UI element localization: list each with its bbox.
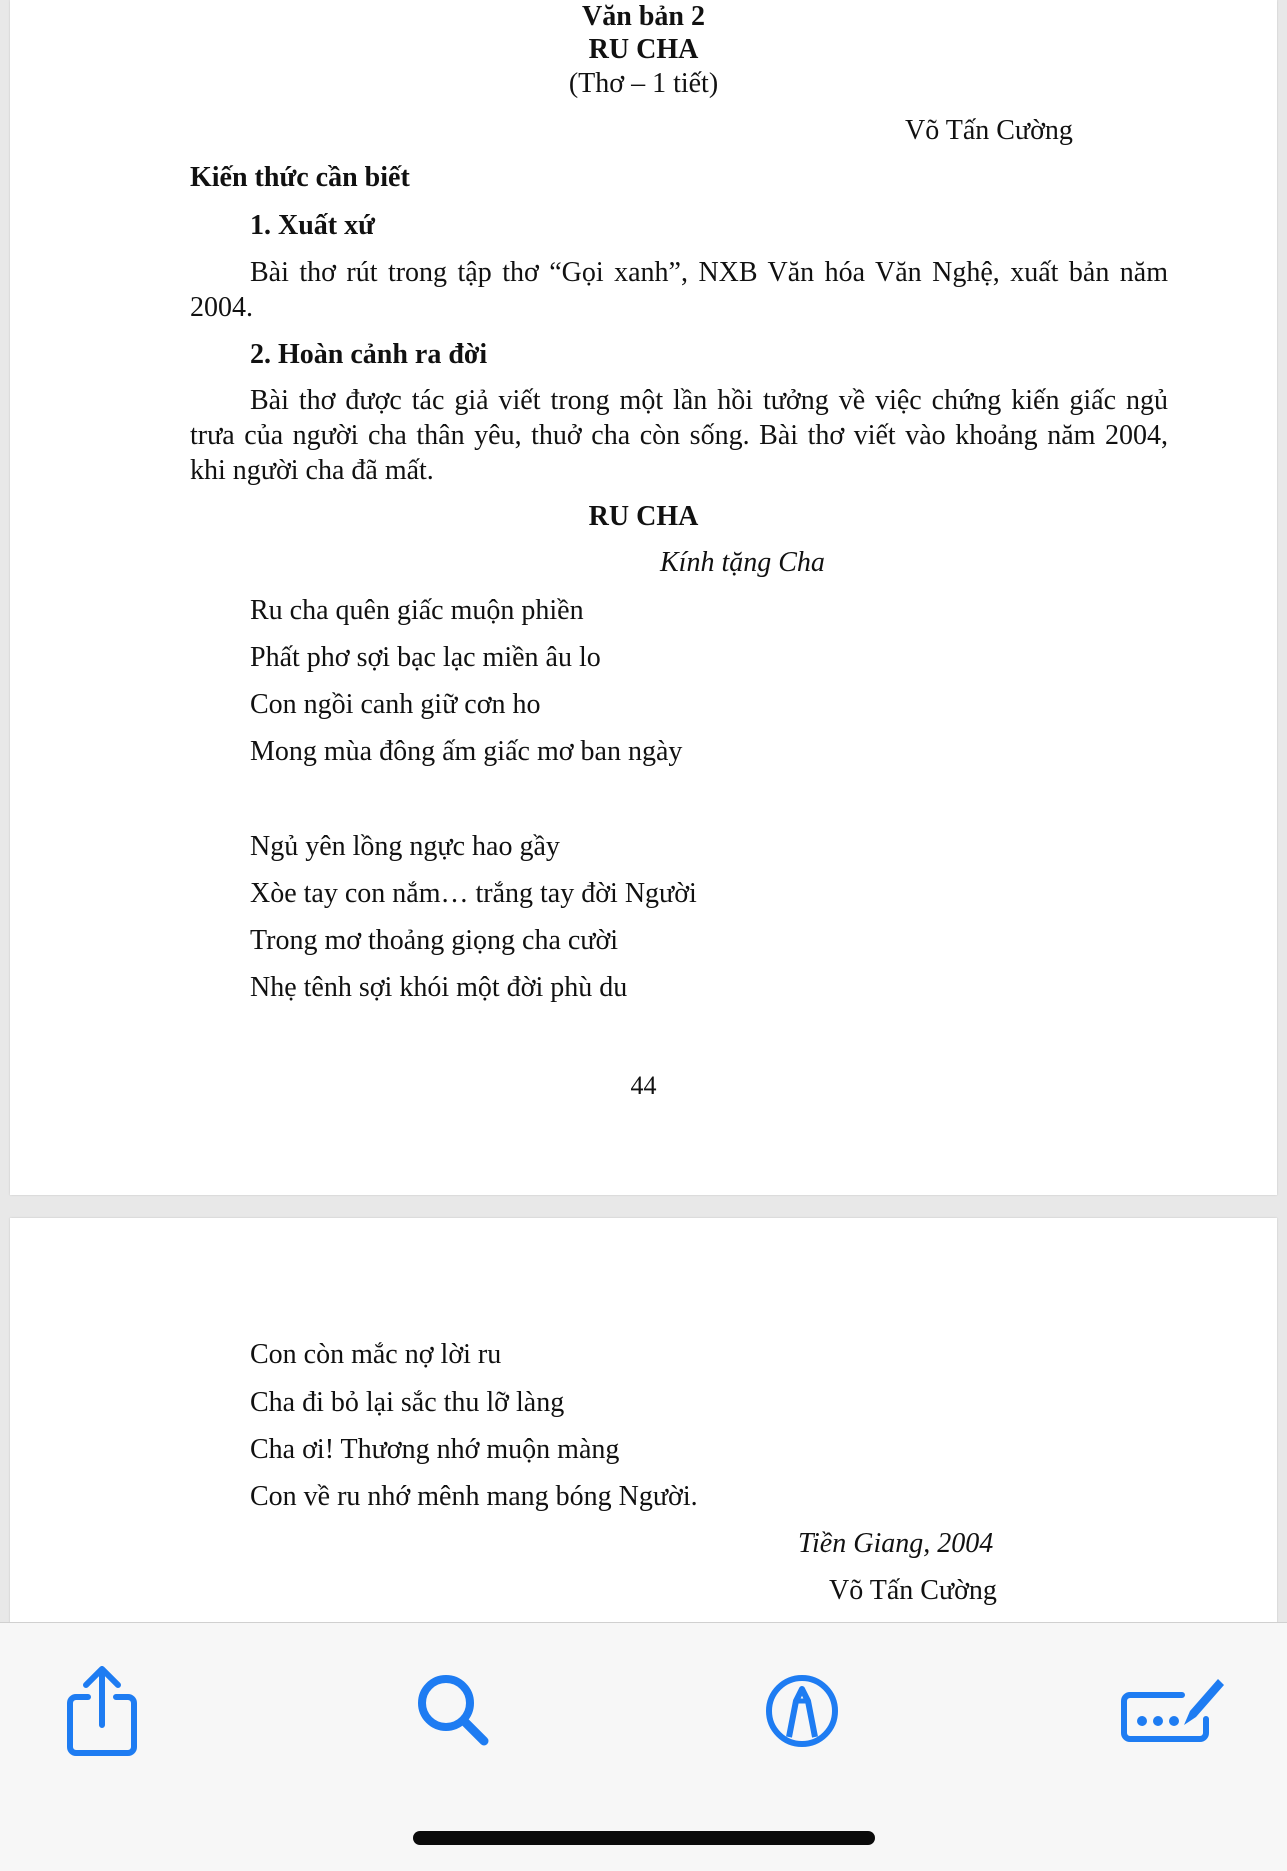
share-button[interactable] bbox=[54, 1663, 150, 1759]
share-icon bbox=[62, 1663, 142, 1759]
section-label: Văn bản 2 bbox=[582, 1, 705, 32]
poem-line: Con về ru nhớ mênh mang bóng Người. bbox=[250, 1481, 698, 1512]
dedication: Kính tặng Cha bbox=[660, 547, 825, 578]
poem-line: Ru cha quên giấc muộn phiền bbox=[250, 595, 584, 626]
bottom-toolbar bbox=[0, 1622, 1287, 1871]
pdf-page-2 bbox=[10, 1218, 1277, 1628]
context-heading: 2. Hoàn cảnh ra đời bbox=[250, 339, 488, 370]
author-name: Võ Tấn Cường bbox=[905, 115, 1073, 146]
document-title: RU CHA bbox=[588, 34, 699, 65]
context-text: Bài thơ được tác giả viết trong một lần hồi tưởng về việc chứng kiến giấc ngủ trưa của người cha thân yêu, thuở cha còn sống. Bài thơ viết vào khoảng năm 2004, khi người cha đã mất. bbox=[190, 385, 1168, 486]
context-paragraph bbox=[190, 383, 1168, 488]
poem-title: RU CHA bbox=[588, 501, 699, 532]
poem-line: Ngủ yên lồng ngực hao gầy bbox=[250, 831, 560, 862]
poem-line: Xòe tay con nắm… trắng tay đời Người bbox=[250, 878, 697, 909]
markup-icon bbox=[762, 1671, 842, 1751]
signature: Võ Tấn Cường bbox=[829, 1575, 997, 1606]
poem-line: Cha đi bỏ lại sắc thu lỡ làng bbox=[250, 1387, 565, 1418]
poem-line: Phất phơ sợi bạc lạc miền âu lo bbox=[250, 642, 601, 673]
pdf-page-1 bbox=[10, 0, 1277, 1195]
poem-line: Mong mùa đông ấm giấc mơ ban ngày bbox=[250, 736, 683, 767]
poem-line: Con còn mắc nợ lời ru bbox=[250, 1339, 502, 1370]
form-fill-button[interactable] bbox=[1120, 1663, 1230, 1759]
place-date: Tiền Giang, 2004 bbox=[798, 1528, 994, 1559]
origin-text: Bài thơ rút trong tập thơ “Gọi xanh”, NXB Văn hóa Văn Nghệ, xuất bản năm 2004. bbox=[190, 257, 1168, 323]
poem-line: Con ngồi canh giữ cơn ho bbox=[250, 689, 541, 720]
genre-label: (Thơ – 1 tiết) bbox=[568, 68, 719, 99]
page-number: 44 bbox=[630, 1071, 657, 1100]
markup-button[interactable] bbox=[754, 1663, 850, 1759]
home-indicator[interactable] bbox=[413, 1831, 875, 1845]
search-button[interactable] bbox=[406, 1663, 502, 1759]
poem-line: Trong mơ thoảng giọng cha cười bbox=[250, 925, 619, 956]
search-icon bbox=[414, 1671, 494, 1751]
knowledge-heading: Kiến thức cần biết bbox=[190, 162, 410, 193]
poem-line: Nhẹ tênh sợi khói một đời phù du bbox=[250, 972, 628, 1003]
origin-paragraph bbox=[190, 255, 1168, 325]
poem-line: Cha ơi! Thương nhớ muộn màng bbox=[250, 1434, 620, 1465]
form-fill-icon bbox=[1120, 1671, 1230, 1751]
origin-heading: 1. Xuất xứ bbox=[250, 210, 375, 241]
